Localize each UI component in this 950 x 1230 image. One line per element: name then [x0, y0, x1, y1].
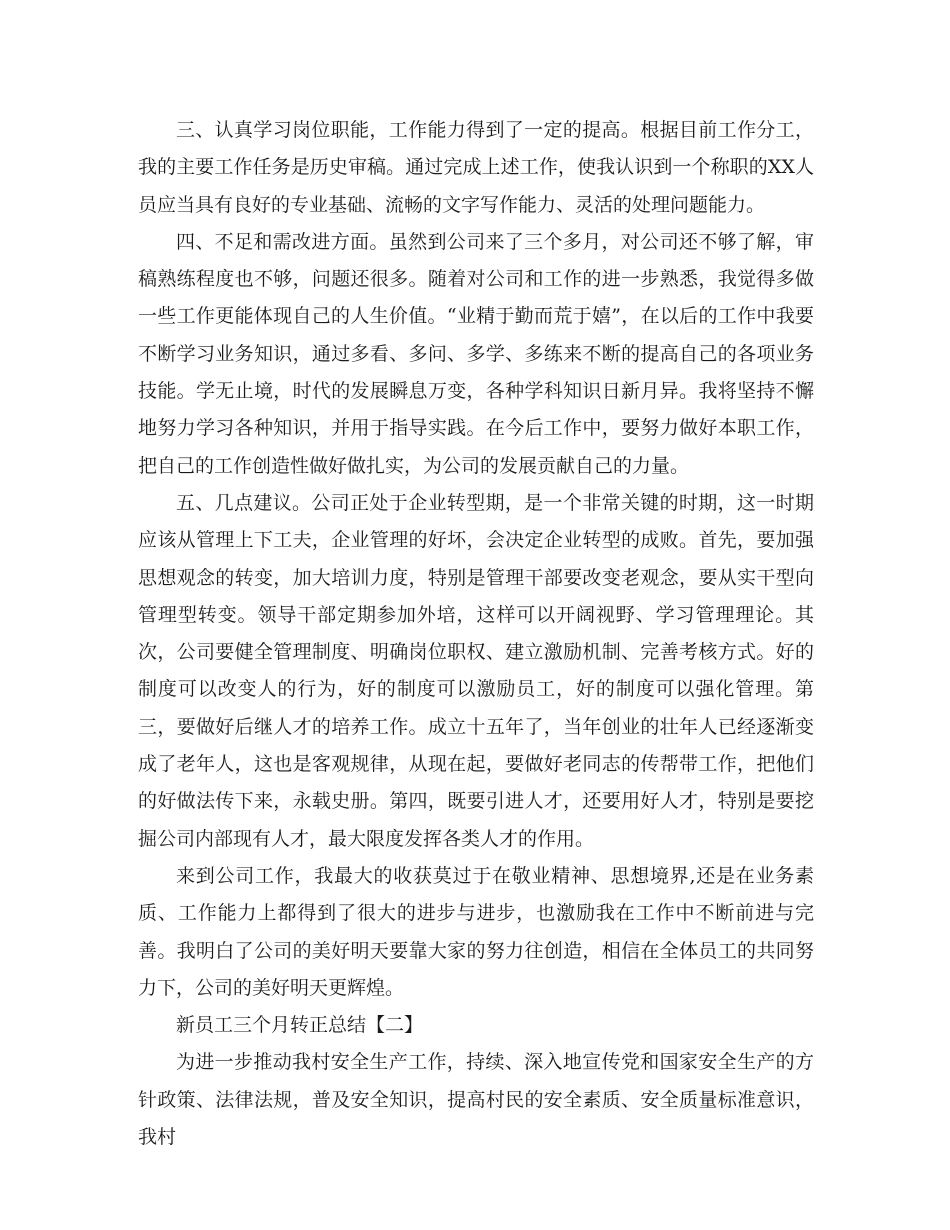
section-heading: 新员工三个月转正总结【二】 [176, 1014, 424, 1037]
paragraph-gains: 来到公司工作，我最大的收获莫过于在敬业精神、思想境界,还是在业务素质、工作能力上都得到了很大的进步与进步，也激励我在工作中不断前进与完善。我明白了公司的美好明天要靠大家的努力往创造，相信在全体员工的共同努力下，公司的美好明天更辉煌。 [138, 864, 814, 999]
paragraph-suggestions: 五、几点建议。公司正处于企业转型期，是一个非常关键的时期，这一时期应该从管理上下工夫，企业管理的好坏，会决定企业转型的成败。首先，要加强思想观念的转变，加大培训力度，特别是管理干部要改变老观念，要从实干型向管理型转变。领导干部定期参加外培，这样可以开阔视野、学习管理理论。其次，公司要健全管理制度、明确岗位职权、建立激励机制、完善考核方式。好的制度可以改变人的行为，好的制度可以激励员工，好的制度可以强化管理。第三，要做好后继人才的培养工作。成立十五年了，当年创业的壮年人已经逐渐变成了老年人，这也是客观规律，从现在起，要做好老同志的传帮带工作，把他们的好做法传下来，永载史册。第四，既要引进人才，还要用好人才，特别是要挖掘公司内部现有人才，最大限度发挥各类人才的作用。 [138, 491, 814, 850]
paragraph-safety-intro: 为进一步推动我村安全生产工作，持续、深入地宣传党和国家安全生产的方针政策、法律法规，普及安全知识，提高村民的安全素质、安全质量标准意识，我村 [138, 1051, 814, 1149]
document-body [138, 112, 814, 1156]
paragraph-job-skills: 三、认真学习岗位职能，工作能力得到了一定的提高。根据目前工作分工，我的主要工作任务是历史审稿。通过完成上述工作，使我认识到一个称职的XX人员应当具有良好的专业基础、流畅的文字写作能力、灵活的处理问题能力。 [138, 119, 814, 216]
paragraph-shortcomings: 四、不足和需改进方面。虽然到公司来了三个多月，对公司还不够了解，审稿熟练程度也不够，问题还很多。随着对公司和工作的进一步熟悉，我觉得多做一些工作更能体现自己的人生价值。“业精于勤而荒于嬉”，在以后的工作中我要不断学习业务知识，通过多看、多问、多学、多练来不断的提高自己的各项业务技能。学无止境，时代的发展瞬息万变，各种学科知识日新月异。我将坚持不懈地努力学习各种知识，并用于指导实践。在今后工作中，要努力做好本职工作，把自己的工作创造性做好做扎实，为公司的发展贡献自己的力量。 [138, 230, 814, 477]
